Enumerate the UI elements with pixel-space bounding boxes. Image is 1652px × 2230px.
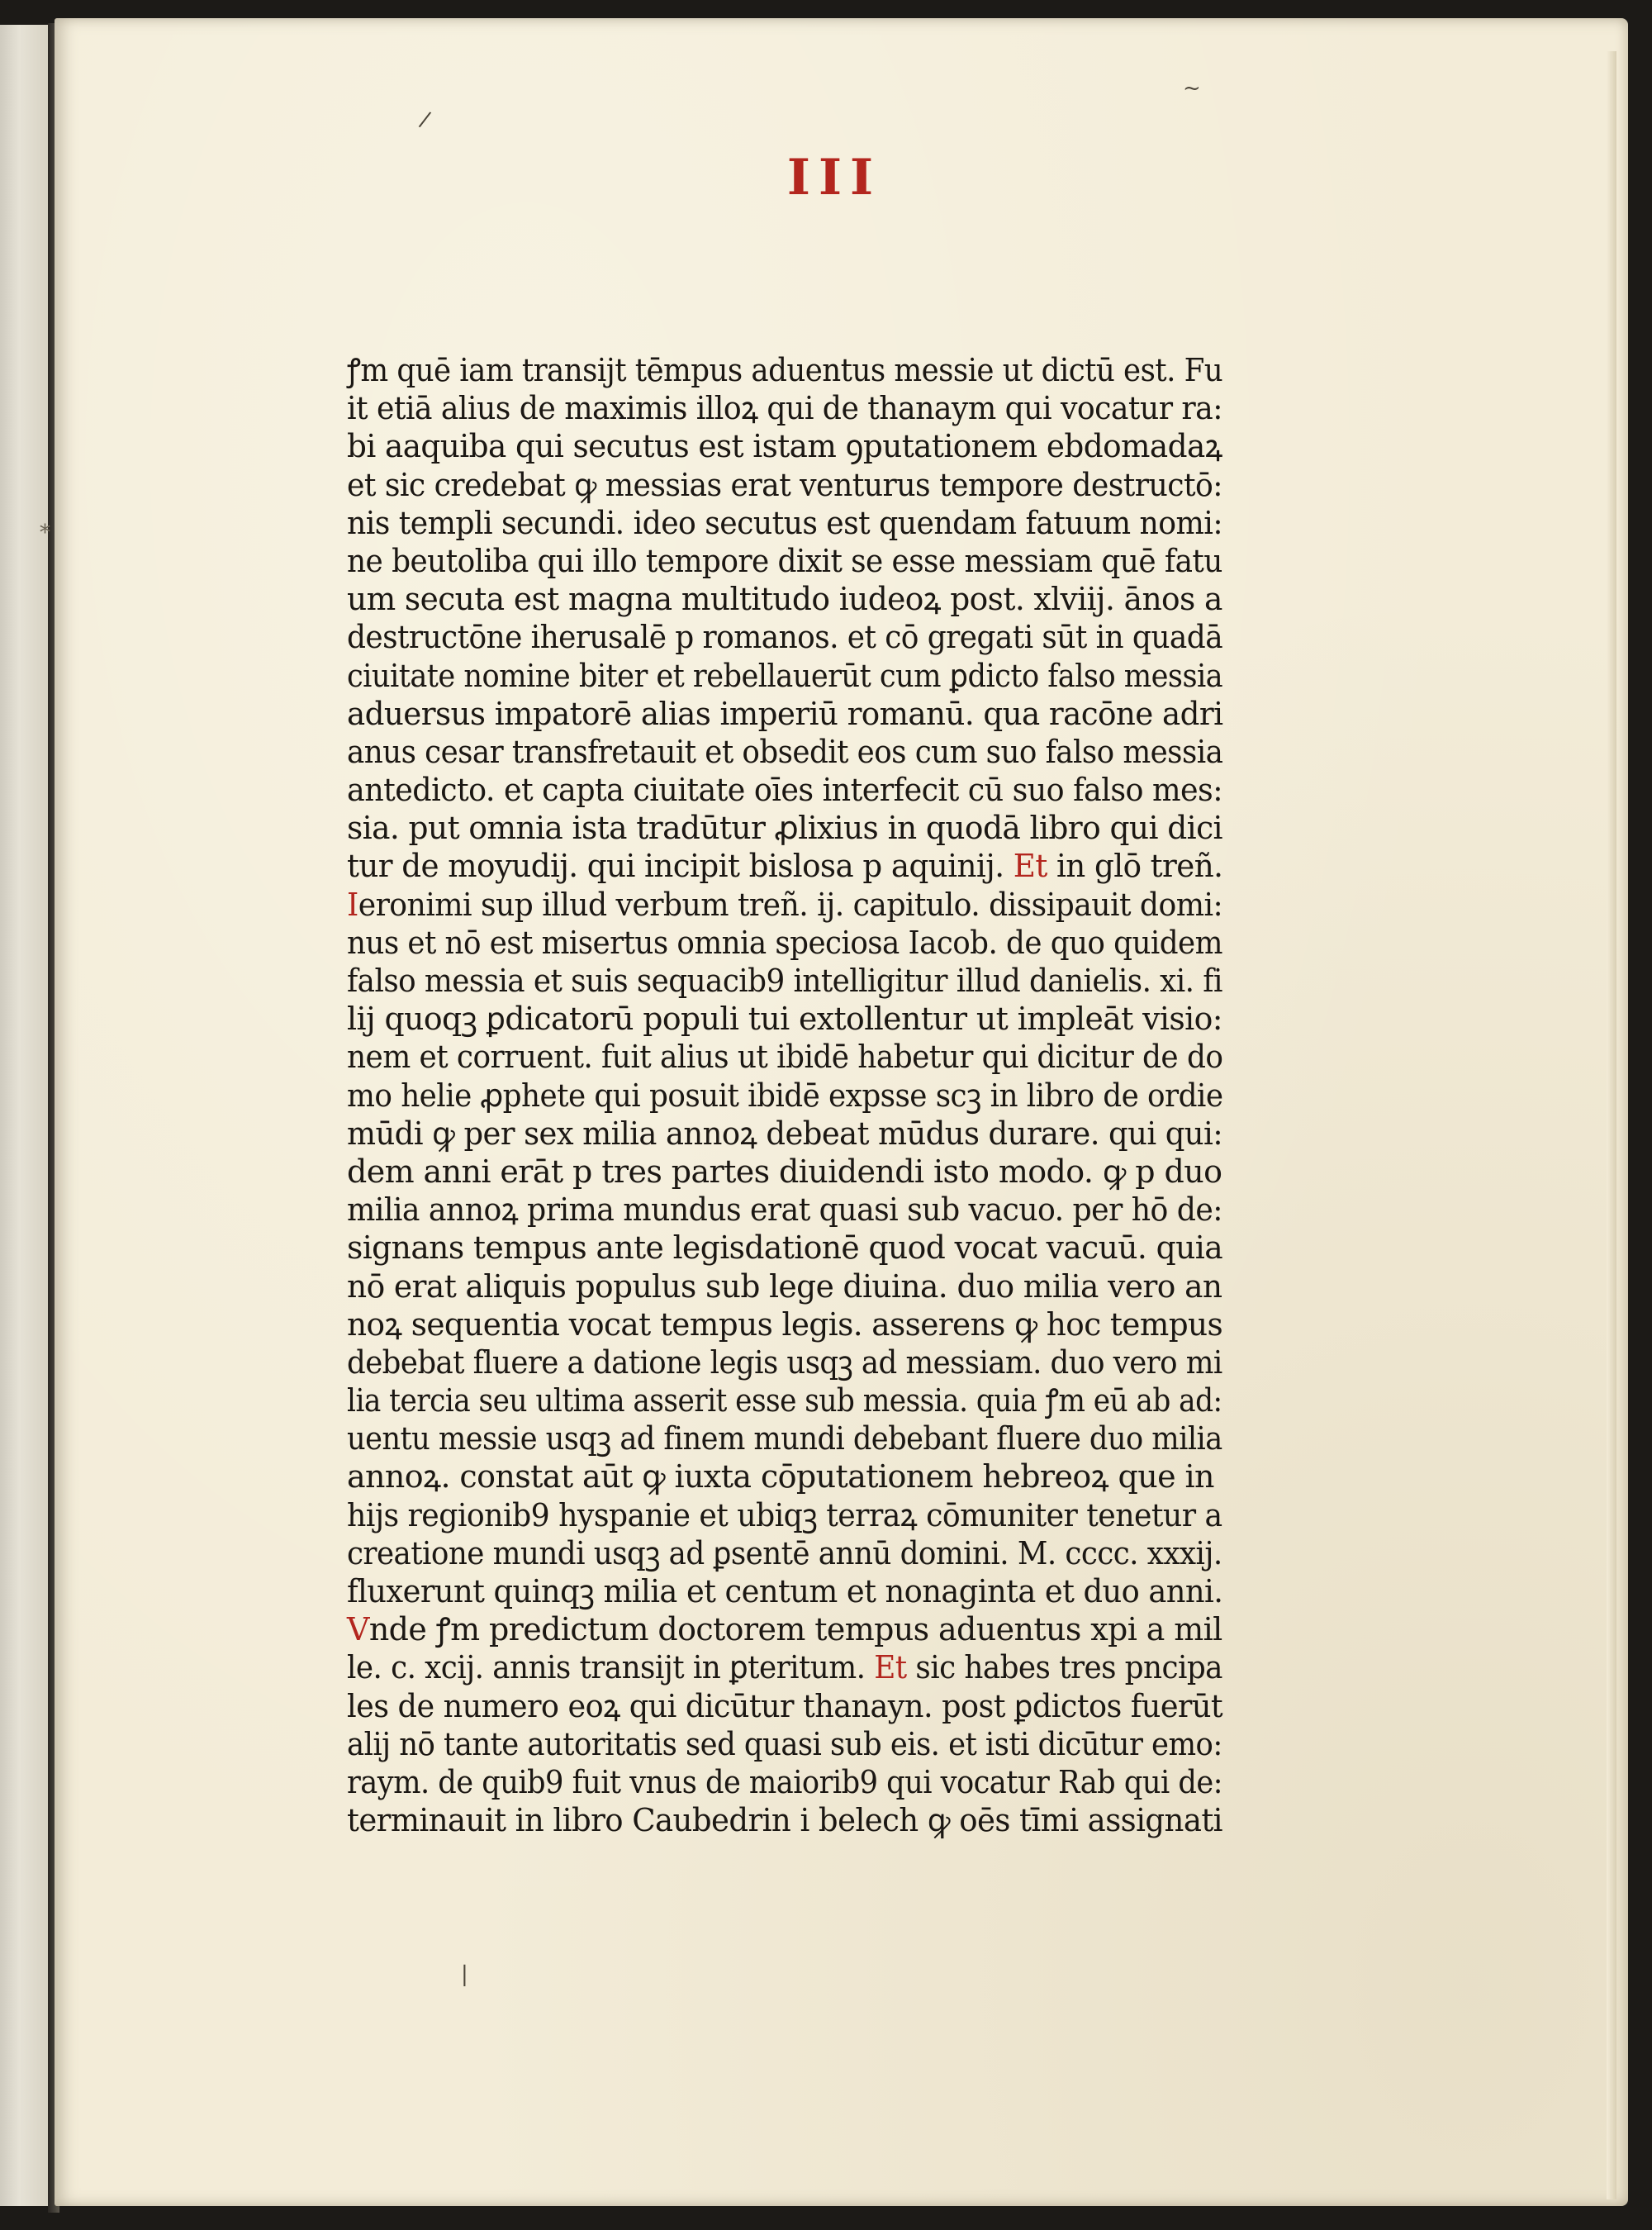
text-line: creatione mundi usqꝫ ad ꝑsentē annū domini. M. cccc. xxxij. — [347, 1534, 1222, 1571]
text-line: signans tempus ante legisdationē quod vocat vacuū. quia — [347, 1229, 1223, 1267]
text-line: fluxerunt quinqꝫ milia et centum et nonaginta et duo anni. — [347, 1573, 1223, 1609]
text-line: ciuitate nomine biter et rebellauerūt cum ꝑdicto falso messia — [347, 657, 1223, 694]
text-line: anus cesar transfretauit et obsedit eos cum suo falso messia — [347, 733, 1223, 770]
rubricated-word: Et — [1013, 848, 1047, 885]
text-line: sia. put omnia ista tradūtur ꝓlixius in quodā libro qui dici — [347, 810, 1222, 847]
text-line: nem et corruent. fuit alius ut ibidē habetur qui dicitur de do — [347, 1039, 1223, 1076]
main-text-block — [347, 351, 1222, 1839]
text-line: alij nō tante autoritatis sed quasi sub eis. et isti dicūtur emo: — [347, 1725, 1222, 1762]
text-line: nus et nō est misertus omnia speciosa Iacob. de quo quidem — [347, 924, 1222, 961]
text-line: Ieronimi sup illud verbum treñ. ij. capitulo. dissipauit domi: — [347, 886, 1223, 923]
text-line: annoꝝ. constat aūt ꝙ iuxta cōputationem hebreoꝝ que in — [347, 1458, 1214, 1495]
text-line: ꝭm quē iam transijt tēmpus aduentus messie ut dictū est. Fu — [347, 352, 1223, 388]
text-line: Vnde ꝭm predictum doctorem tempus aduentus xpi a mil — [347, 1611, 1222, 1648]
ink-mark: / — [417, 107, 433, 133]
text-line: ne beutoliba qui illo tempore dixit se esse messiam quē fatu — [347, 542, 1222, 579]
text-line: falso messia et suis sequacib9 intelligitur illud danielis. xi. fi — [347, 963, 1222, 999]
text-line: antedicto. et capta ciuitate oīes interfecit cū suo falso mes: — [347, 772, 1222, 809]
text-line: le. c. xcij. annis transijt in ꝑteritum. Et sic habes tres pncipa — [347, 1649, 1222, 1686]
text-line: tur de moyudij. qui incipit bislosa p aquinij. Et in glō treñ. — [347, 848, 1223, 885]
text-line: um secuta est magna multitudo iudeoꝝ post. xlviij. ānos a — [347, 581, 1222, 618]
text-line: it etiā alius de maximis illoꝝ qui de thanaym qui vocatur ra: — [347, 390, 1222, 427]
text-line: dem anni erāt p tres partes diuidendi isto modo. ꝙ p duo — [347, 1153, 1222, 1190]
text-line: et sic credebat ꝙ messias erat venturus tempore destructō: — [347, 466, 1222, 503]
text-line: aduersus impatorē alias imperiū romanū. qua racōne adri — [347, 695, 1223, 732]
text-line: debebat fluere a datione legis usqꝫ ad messiam. duo vero mi — [347, 1343, 1222, 1381]
ink-mark: ~ — [1183, 76, 1201, 101]
text-line: terminauit in libro Caubedrin i belech ꝙ oēs tīmi assignati — [347, 1802, 1222, 1839]
text-line: raym. de quib9 fuit vnus de maiorib9 qui vocatur Rab qui de: — [347, 1763, 1222, 1800]
text-line: lij quoqꝫ ꝑdicatorū populi tui extollentur ut impleāt visio: — [347, 1001, 1222, 1038]
folio-number: III — [786, 149, 882, 207]
text-line: mo helie ꝓphete qui posuit ibidē expsse scꝫ in libro de ordie — [347, 1077, 1223, 1114]
text-line: hijs regionib9 hyspanie et ubiqꝫ terraꝝ cōmuniter tenetur a — [347, 1496, 1222, 1533]
rubricated-initial: I — [347, 886, 358, 923]
text-line: noꝝ sequentia vocat tempus legis. asserens ꝙ hoc tempus — [347, 1305, 1223, 1343]
text-line: nō erat aliquis populus sub lege diuina. duo milia vero an — [347, 1267, 1222, 1305]
text-line: bi aaquiba qui secutus est istam ꝯputationem ebdomadaꝝ — [347, 428, 1222, 465]
text-line: lia tercia seu ultima asserit esse sub messia. quia ꝭm eū ab ad: — [347, 1382, 1222, 1419]
facing-page-edge — [0, 25, 50, 2206]
page-fore-edge — [1607, 51, 1616, 2199]
rubricated-word: Et — [874, 1649, 907, 1686]
ink-mark: | — [461, 1962, 468, 1987]
ink-smudge: * — [40, 521, 50, 545]
text-line: uentu messie usqꝫ ad finem mundi debebant fluere duo milia — [347, 1420, 1222, 1457]
text-line: destructōne iherusalē p romanos. et cō gregati sūt in quadā — [347, 619, 1223, 656]
text-line: milia annoꝝ prima mundus erat quasi sub vacuo. per hō de: — [347, 1191, 1222, 1229]
rubricated-initial: V — [347, 1611, 369, 1648]
text-line: mūdi ꝙ per sex milia annoꝝ debeat mūdus durare. qui qui: — [347, 1115, 1223, 1152]
text-line: nis templi secundi. ideo secutus est quendam fatuum nomi: — [347, 504, 1222, 541]
text-line: les de numero eoꝝ qui dicūtur thanayn. post ꝑdictos fuerūt — [347, 1687, 1223, 1724]
